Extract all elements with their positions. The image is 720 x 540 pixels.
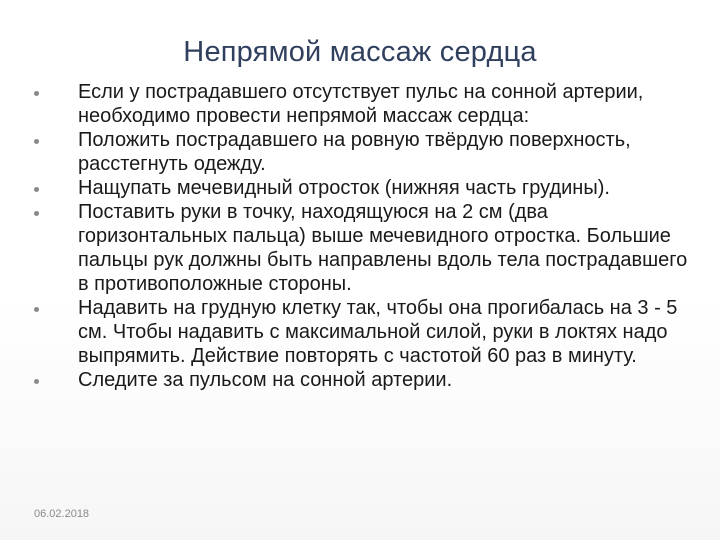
bullet-icon <box>34 91 39 96</box>
bullet-list <box>32 80 692 392</box>
bullet-icon <box>34 379 39 384</box>
bullet-icon <box>34 187 39 192</box>
bullet-icon <box>34 307 39 312</box>
slide-title: Непрямой массаж сердца <box>183 36 537 68</box>
slide-date: 06.02.2018 <box>34 508 90 520</box>
bullet-icon <box>34 211 39 216</box>
list-item <box>32 80 692 128</box>
bullet-text: Надавить на грудную клетку так, чтобы она прогибалась на 3 - 5 см. Чтобы надавить с максимальной силой, руки в локтях надо выпрямить. Действие повторять с частотой 60 раз в минуту. <box>78 297 678 367</box>
bullet-text: Нащупать мечевидный отросток (нижняя часть грудины). <box>78 177 610 199</box>
bullet-text: Положить пострадавшего на ровную твёрдую поверхность, расстегнуть одежду. <box>78 129 631 175</box>
bullet-icon <box>34 139 39 144</box>
bullet-text: Поставить руки в точку, находящуюся на 2 см (два горизонтальных пальца) выше мечевидного отростка. Большие пальцы рук должны быть направлены вдоль тела пострадавшего в противоположные стороны. <box>78 201 688 295</box>
bullet-text: Если у пострадавшего отсутствует пульс на сонной артерии, необходимо провести непрямой массаж сердца: <box>78 81 644 127</box>
list-item <box>32 368 692 392</box>
list-item <box>32 200 692 296</box>
bullet-text: Следите за пульсом на сонной артерии. <box>78 369 453 391</box>
list-item <box>32 128 692 176</box>
list-item <box>32 296 692 368</box>
list-item <box>32 176 692 200</box>
